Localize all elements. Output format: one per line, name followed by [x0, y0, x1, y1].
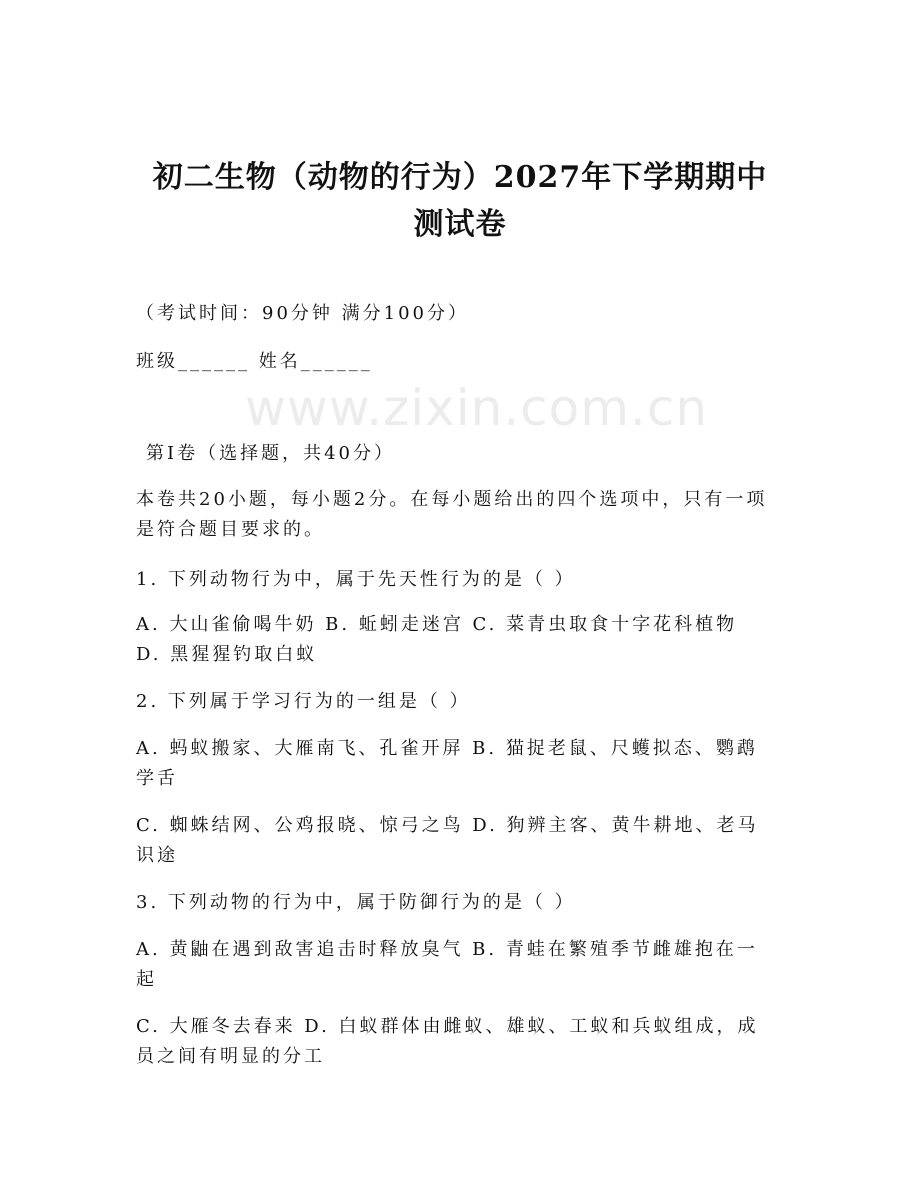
question-option: 学舌 [136, 768, 178, 789]
exam-info: （考试时间：90分钟 满分100分） [136, 303, 469, 324]
watermark: www.zixin.com.cn [245, 379, 709, 437]
instructions-line: 本卷共20小题，每小题2分。在每小题给出的四个选项中，只有一项 [136, 489, 768, 510]
question-option: A. 大山雀偷喝牛奶 B. 蚯蚓走迷宫 C. 菜青虫取食十字花科植物 [136, 614, 738, 635]
page-title-line-1: 初二生物（动物的行为）2027年下学期期中 [152, 160, 768, 195]
question-option: 起 [136, 969, 157, 990]
question-stem: 3. 下列动物的行为中，属于防御行为的是（ ） [136, 892, 576, 913]
question-stem: 1. 下列动物行为中，属于先天性行为的是（ ） [136, 569, 576, 590]
question-option: C. 大雁冬去春来 D. 白蚁群体由雌蚁、雄蚁、工蚁和兵蚁组成，成 [136, 1016, 759, 1037]
question-option: 员之间有明显的分工 [136, 1046, 325, 1067]
page-title-line-2: 测试卷 [413, 207, 507, 242]
student-fields: 班级______ 姓名______ [136, 351, 373, 372]
question-option: A. 蚂蚁搬家、大雁南飞、孔雀开屏 B. 猫捉老鼠、尺蠖拟态、鹦鹉 [136, 738, 758, 759]
instructions-line: 是符合题目要求的。 [136, 519, 325, 540]
section-heading: 第Ⅰ卷（选择题，共40分） [146, 443, 396, 464]
question-option: D. 黑猩猩钓取白蚁 [136, 644, 318, 665]
question-option: 识途 [136, 845, 178, 866]
question-option: A. 黄鼬在遇到敌害追击时释放臭气 B. 青蛙在繁殖季节雌雄抱在一 [136, 939, 758, 960]
question-stem: 2. 下列属于学习行为的一组是（ ） [136, 691, 471, 712]
question-option: C. 蜘蛛结网、公鸡报晓、惊弓之鸟 D. 狗辨主客、黄牛耕地、老马 [136, 815, 759, 836]
